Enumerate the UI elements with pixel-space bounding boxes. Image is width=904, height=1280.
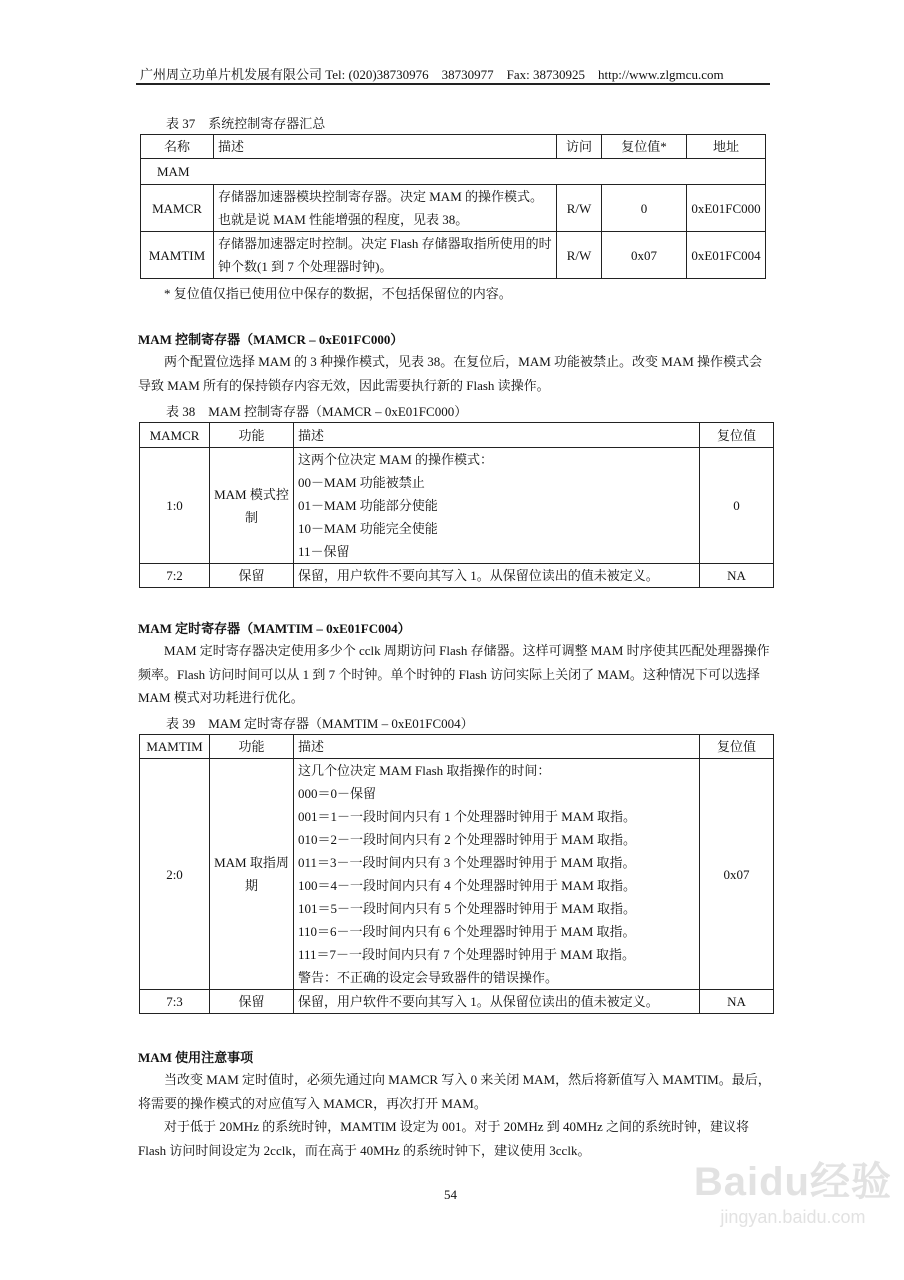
table39 xyxy=(139,734,774,1014)
cell-name: MAMCR xyxy=(141,185,214,232)
desc-line: 01－MAM 功能部分使能 xyxy=(298,498,438,513)
col-header: MAMTIM xyxy=(140,735,210,759)
section-heading: MAM 定时寄存器（MAMTIM – 0xE01FC004） xyxy=(138,621,411,636)
table-row xyxy=(141,185,766,232)
paragraph: 对于低于 20MHz 的系统时钟，MAMTIM 设定为 001。对于 20MHz 到 40MHz 之间的系统时钟，建议将 Flash 访问时间设定为 2cclk，而在高于 40MHz 的系统时钟下，建议使用 3cclk。 xyxy=(138,1119,749,1158)
paragraph: MAM 定时寄存器决定使用多少个 cclk 周期访问 Flash 存储器。这样可调整 MAM 时序使其匹配处理器操作频率。Flash 访问时间可以从 1 到 7 个时钟。单个时钟的 Flash 访问实际上关闭了 MAM。这种情况下可以选择 MAM 模式对功耗进行优化。 xyxy=(138,643,770,705)
watermark-brand: Baidu经验 xyxy=(693,1160,892,1204)
desc-line: 010＝2－一段时间内只有 2 个处理器时钟用于 MAM 取指。 xyxy=(298,832,637,847)
cell-desc: 存储器加速器定时控制。决定 Flash 存储器取指所使用的时钟个数(1 到 7 个处理器时钟)。 xyxy=(214,232,557,279)
table-row xyxy=(140,990,774,1014)
cell-desc: 保留，用户软件不要向其写入 1。从保留位读出的值未被定义。 xyxy=(294,564,700,588)
cell-reset: 0x07 xyxy=(700,759,774,990)
desc-line: 这两个位决定 MAM 的操作模式： xyxy=(298,452,494,467)
table-row xyxy=(140,564,774,588)
group-row: MAM xyxy=(141,159,766,185)
col-header: 访问 xyxy=(557,135,602,159)
cell-func: MAM 模式控制 xyxy=(210,448,294,564)
col-header: 描述 xyxy=(214,135,557,159)
table37-caption: 表 37 系统控制寄存器汇总 xyxy=(166,116,326,131)
cell-desc xyxy=(294,448,700,564)
col-header: MAMCR xyxy=(140,423,210,448)
cell-func: MAM 取指周期 xyxy=(210,759,294,990)
cell-bits: 1:0 xyxy=(140,448,210,564)
cell-addr: 0xE01FC004 xyxy=(687,232,766,279)
table38 xyxy=(139,422,774,588)
desc-line: 这几个位决定 MAM Flash 取指操作的时间： xyxy=(298,763,551,778)
page-header: 广州周立功单片机发展有限公司 Tel: (020)38730976 38730977 Fax: 38730925 http://www.zlgmcu.com xyxy=(140,67,724,82)
section-heading: MAM 使用注意事项 xyxy=(138,1050,254,1065)
desc-line: 100＝4－一段时间内只有 4 个处理器时钟用于 MAM 取指。 xyxy=(298,878,637,893)
col-header: 描述 xyxy=(294,735,700,759)
header-divider xyxy=(136,83,770,85)
col-header: 复位值* xyxy=(602,135,687,159)
cell-addr: 0xE01FC000 xyxy=(687,185,766,232)
paragraph: 两个配置位选择 MAM 的 3 种操作模式，见表 38。在复位后，MAM 功能被禁止。改变 MAM 操作模式会导致 MAM 所有的保持锁存内容无效，因此需要执行新的 Flash 读操作。 xyxy=(138,354,763,393)
desc-line: 001＝1－一段时间内只有 1 个处理器时钟用于 MAM 取指。 xyxy=(298,809,637,824)
paragraph: 当改变 MAM 定时值时，必须先通过向 MAMCR 写入 0 来关闭 MAM，然后将新值写入 MAMTIM。最后，将需要的操作模式的对应值写入 MAMCR，再次打开 MAM。 xyxy=(138,1072,771,1111)
watermark-url: jingyan.baidu.com xyxy=(720,1207,866,1227)
cell-desc: 保留，用户软件不要向其写入 1。从保留位读出的值未被定义。 xyxy=(294,990,700,1014)
desc-line: 011＝3－一段时间内只有 3 个处理器时钟用于 MAM 取指。 xyxy=(298,855,636,870)
cell-reset: 0 xyxy=(602,185,687,232)
col-header: 复位值 xyxy=(700,735,774,759)
col-header: 地址 xyxy=(687,135,766,159)
cell-reset: 0x07 xyxy=(602,232,687,279)
cell-bits: 7:2 xyxy=(140,564,210,588)
table37-footnote: * 复位值仅指已使用位中保存的数据，不包括保留位的内容。 xyxy=(164,286,512,301)
table39-caption: 表 39 MAM 定时寄存器（MAMTIM – 0xE01FC004） xyxy=(166,716,474,731)
desc-line: 110＝6－一段时间内只有 6 个处理器时钟用于 MAM 取指。 xyxy=(298,924,636,939)
cell-func: 保留 xyxy=(210,990,294,1014)
page-number: 54 xyxy=(444,1187,457,1202)
cell-reset: NA xyxy=(700,990,774,1014)
desc-line: 10－MAM 功能完全使能 xyxy=(298,521,438,536)
cell-desc: 存储器加速器模块控制寄存器。决定 MAM 的操作模式。也就是说 MAM 性能增强的程度，见表 38。 xyxy=(214,185,557,232)
desc-line: 11－保留 xyxy=(298,544,350,559)
col-header: 描述 xyxy=(294,423,700,448)
col-header: 功能 xyxy=(210,423,294,448)
desc-line: 000＝0－保留 xyxy=(298,786,377,801)
col-header: 名称 xyxy=(141,135,214,159)
cell-access: R/W xyxy=(557,185,602,232)
table38-caption: 表 38 MAM 控制寄存器（MAMCR – 0xE01FC000） xyxy=(166,404,468,419)
cell-reset: 0 xyxy=(700,448,774,564)
cell-bits: 7:3 xyxy=(140,990,210,1014)
table37 xyxy=(140,134,766,279)
desc-line: 00－MAM 功能被禁止 xyxy=(298,475,425,490)
col-header: 复位值 xyxy=(700,423,774,448)
cell-access: R/W xyxy=(557,232,602,279)
table-row xyxy=(141,232,766,279)
desc-line: 警告：不正确的设定会导致器件的错误操作。 xyxy=(298,970,559,985)
cell-reset: NA xyxy=(700,564,774,588)
desc-line: 101＝5－一段时间内只有 5 个处理器时钟用于 MAM 取指。 xyxy=(298,901,637,916)
section-heading: MAM 控制寄存器（MAMCR – 0xE01FC000） xyxy=(138,332,404,347)
cell-name: MAMTIM xyxy=(141,232,214,279)
cell-func: 保留 xyxy=(210,564,294,588)
baidu-watermark xyxy=(694,1150,892,1228)
col-header: 功能 xyxy=(210,735,294,759)
cell-desc xyxy=(294,759,700,990)
table-row xyxy=(140,759,774,990)
cell-bits: 2:0 xyxy=(140,759,210,990)
desc-line: 111＝7－一段时间内只有 7 个处理器时钟用于 MAM 取指。 xyxy=(298,947,636,962)
table-row xyxy=(140,448,774,564)
